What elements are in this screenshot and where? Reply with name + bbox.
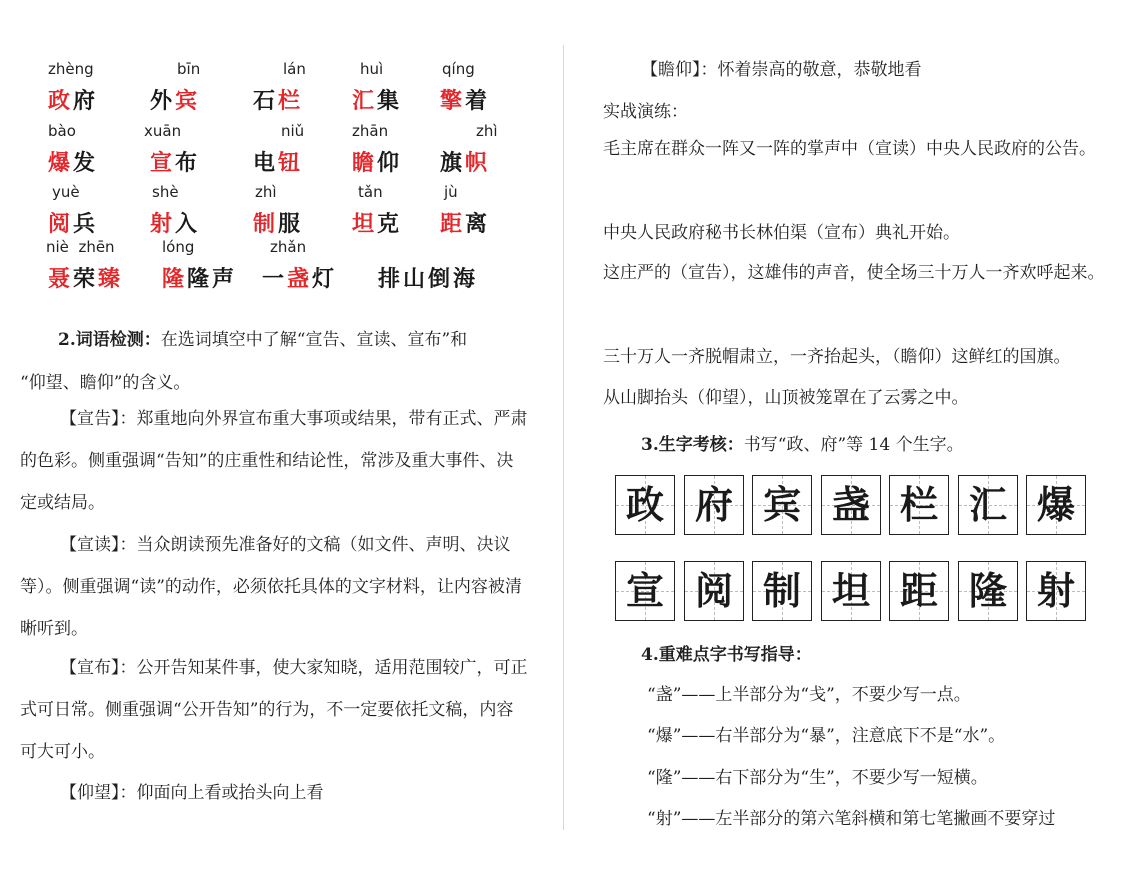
char-writing-box <box>1026 561 1086 621</box>
pinyin-row <box>0 183 565 241</box>
char-glyph: 坦 <box>831 569 870 613</box>
hanzi-word: 石栏 <box>253 89 304 114</box>
section2-line1 <box>58 325 467 350</box>
hanzi-word: 宣布 <box>150 151 201 176</box>
pinyin-label: niǔ <box>281 122 305 140</box>
pinyin-label: zhān <box>352 122 389 140</box>
def-term: 【宣布】 <box>60 658 120 678</box>
def-xuanbu <box>20 647 530 773</box>
hanzi-word: 隆隆声 <box>162 267 238 292</box>
section2-intro-2: “仰望、瞻仰”的含义。 <box>20 373 191 393</box>
section3-title: 3.生字考核： <box>641 435 744 455</box>
hanzi-word: 擎着 <box>440 89 491 114</box>
section2-intro-1: 在选词填空中了解“宣告、宣读、宣布”和 <box>160 330 468 350</box>
guide-line-2: “爆”——右半部分为“暴”，注意底下不是“水”。 <box>647 726 1006 746</box>
char-glyph: 射 <box>1036 569 1075 613</box>
hanzi-word: 瞻仰 <box>352 151 403 176</box>
pinyin-label: tǎn <box>358 183 383 201</box>
pinyin-row <box>0 238 565 296</box>
def-term: 【瞻仰】 <box>641 60 701 80</box>
pinyin-row <box>0 122 565 180</box>
hanzi-word: 旗帜 <box>440 151 491 176</box>
guide-line-3: “隆”——右下部分为“生”，不要少写一短横。 <box>647 768 988 788</box>
char-writing-box <box>615 475 675 535</box>
def-xuandu <box>20 524 530 650</box>
char-writing-box <box>821 475 881 535</box>
char-writing-box <box>615 561 675 621</box>
hanzi-word: 聂荣臻 <box>48 267 124 292</box>
pinyin-label: lóng <box>162 238 195 256</box>
pinyin-label: zhì <box>476 122 498 140</box>
char-glyph: 阅 <box>694 569 733 613</box>
hanzi-word: 制服 <box>253 212 304 237</box>
char-writing-box <box>684 561 744 621</box>
def-yangwang <box>20 772 530 814</box>
practice-sentence-4: 三十万人一齐脱帽肃立，一齐抬起头，（瞻仰）这鲜红的国旗。 <box>603 347 1071 367</box>
hanzi-word: 排山倒海 <box>378 267 479 292</box>
pinyin-label: jù <box>444 183 458 201</box>
practice-sentence-3: 这庄严的（宣告），这雄伟的声音，使全场三十万人一齐欢呼起来。 <box>603 263 1105 283</box>
def-xuangao <box>20 398 530 524</box>
char-glyph: 隆 <box>968 569 1007 613</box>
char-glyph: 宾 <box>762 483 801 527</box>
char-writing-box <box>752 475 812 535</box>
pinyin-label: bīn <box>177 60 201 78</box>
char-writing-box <box>1026 475 1086 535</box>
section3-text: 书写“政、府”等 14 个生字。 <box>743 435 964 455</box>
practice-sentence-2: 中央人民政府秘书长林伯渠（宣布）典礼开始。 <box>603 223 960 243</box>
column-divider <box>563 45 564 830</box>
hanzi-word: 阅兵 <box>48 212 99 237</box>
section2-title: 2.词语检测： <box>58 330 161 350</box>
pinyin-label: qíng <box>442 60 475 78</box>
char-writing-box <box>684 475 744 535</box>
hanzi-word: 电钮 <box>253 151 304 176</box>
def-text: ：当众朗读预先准备好的文稿（如文件、声明、决议等）。侧重强调“读”的动作，必须依托具体的文字材料，让内容被清晰听到。 <box>20 535 522 639</box>
def-text: ：郑重地向外界宣布重大事项或结果，带有正式、严肃的色彩。侧重强调“告知”的庄重性和结论性，常涉及重大事件、决定或结局。 <box>20 409 528 513</box>
def-term: 【宣告】 <box>60 409 120 429</box>
char-glyph: 制 <box>762 569 801 613</box>
pinyin-label: niè zhēn <box>46 238 115 256</box>
pinyin-label: bào <box>48 122 76 140</box>
pinyin-label: xuān <box>144 122 182 140</box>
guide-line-4: “射”——左半部分的第六笔斜横和第七笔撇画不要穿过 <box>647 809 1056 829</box>
char-glyph: 汇 <box>968 483 1007 527</box>
section4-title: 4.重难点字书写指导： <box>641 645 812 665</box>
guide-line-1: “盏”——上半部分为“戋”，不要少写一点。 <box>647 685 971 705</box>
left-column <box>0 0 565 872</box>
char-glyph: 宣 <box>625 569 664 613</box>
pinyin-label: yuè <box>52 183 80 201</box>
pinyin-label: zhèng <box>48 60 94 78</box>
char-glyph: 爆 <box>1036 483 1075 527</box>
hanzi-word: 汇集 <box>352 89 403 114</box>
def-zhanyang <box>641 55 922 80</box>
char-glyph: 栏 <box>899 483 938 527</box>
char-writing-box <box>889 561 949 621</box>
practice-sentence-1: 毛主席在群众一阵又一阵的掌声中（宣读）中央人民政府的公告。 <box>603 139 1096 159</box>
pinyin-label: lán <box>283 60 306 78</box>
char-glyph: 距 <box>899 569 938 613</box>
def-text: ：怀着崇高的敬意，恭敬地看 <box>700 60 922 80</box>
char-glyph: 政 <box>625 483 664 527</box>
hanzi-word: 坦克 <box>352 212 403 237</box>
pinyin-label: huì <box>360 60 384 78</box>
section3-line <box>641 430 964 455</box>
hanzi-word: 距离 <box>440 212 491 237</box>
pinyin-label: shè <box>152 183 179 201</box>
hanzi-word: 一盏灯 <box>262 267 338 292</box>
char-glyph: 府 <box>694 483 733 527</box>
pinyin-row <box>0 60 565 118</box>
char-writing-box <box>889 475 949 535</box>
char-writing-box <box>958 475 1018 535</box>
practice-sentence-5: 从山脚抬头（仰望），山顶被笼罩在了云雾之中。 <box>603 388 969 408</box>
hanzi-word: 政府 <box>48 89 99 114</box>
def-term: 【宣读】 <box>60 535 120 555</box>
char-writing-box <box>752 561 812 621</box>
def-term: 【仰望】 <box>60 783 120 803</box>
hanzi-word: 爆发 <box>48 151 99 176</box>
pinyin-label: zhǎn <box>270 238 307 256</box>
practice-title: 实战演练： <box>603 102 688 122</box>
right-column <box>565 0 1137 872</box>
def-text: ：公开告知某件事，使大家知晓，适用范围较广，可正式可日常。侧重强调“公开告知”的行为，不一定要依托文稿，内容可大可小。 <box>20 658 528 762</box>
hanzi-word: 射入 <box>150 212 201 237</box>
char-glyph: 盏 <box>831 483 870 527</box>
pinyin-label: zhì <box>255 183 277 201</box>
hanzi-word: 外宾 <box>150 89 201 114</box>
def-text: ：仰面向上看或抬头向上看 <box>119 783 324 803</box>
char-writing-box <box>821 561 881 621</box>
char-writing-box <box>958 561 1018 621</box>
